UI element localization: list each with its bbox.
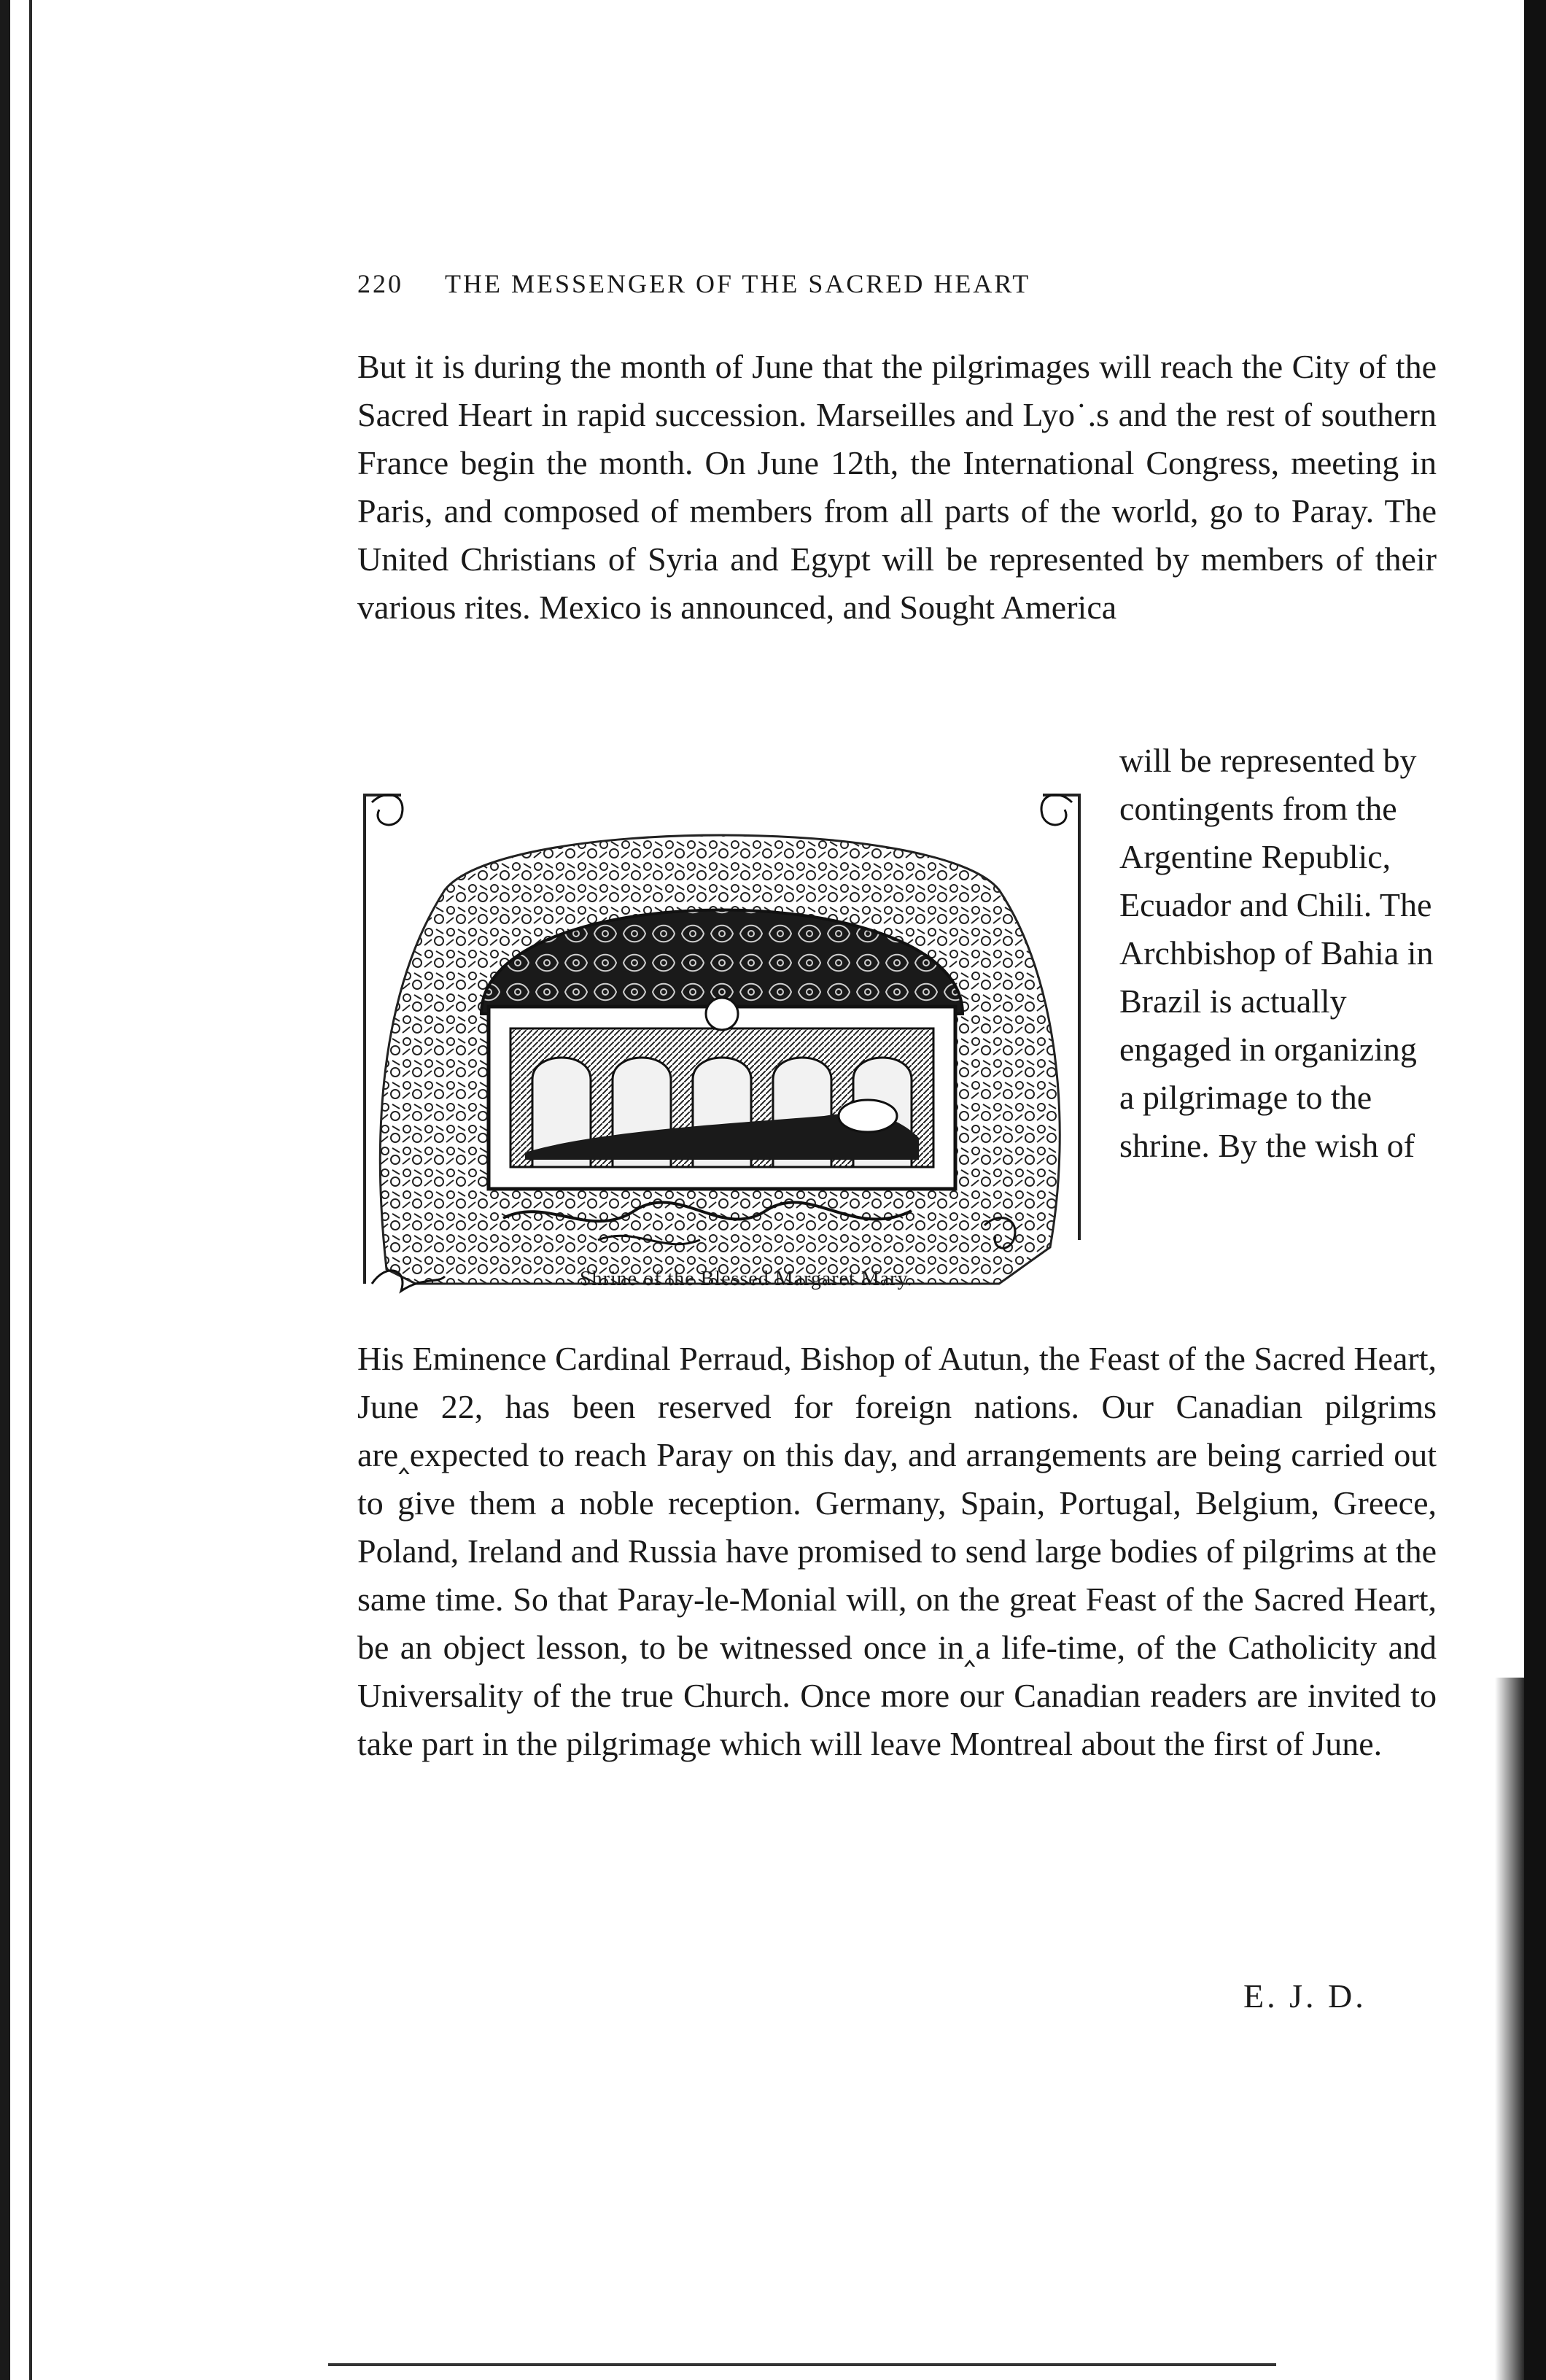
author-signature: E. J. D. bbox=[1243, 1977, 1367, 2015]
page-edge-shadow bbox=[1495, 1678, 1524, 2380]
running-head bbox=[357, 268, 1349, 299]
page-edge-left bbox=[0, 0, 10, 2380]
page-number: 220 bbox=[357, 269, 403, 298]
paragraph-2: His Eminence Cardinal Perraud, Bishop of Autun, the Feast of the Sacred Heart, June 22, has been reserved for foreign nations. Our Canadian pilgrims are‸expected to reach Paray on this day, and arrangements are being carried out to give them a noble reception. Germany, Spain, Portugal, Belgium, Greece, Poland, Ireland and Russia have promised to send large bodies of pilgrims at the same time. So that Paray-le-Monial will, on the great Feast of the Sacred Heart, be an object lesson, to be witnessed once in‸a life-time, of the Catholicity and Universality of the true Church. Once more our Canadian readers are invited to take part in the pilgrimage which will leave Montreal about the first of June. bbox=[357, 1340, 1437, 1762]
page-edge-rule bbox=[29, 0, 32, 2380]
corner-flourish-left bbox=[372, 795, 403, 825]
figure-caption: Shrine of the Blessed Margaret Mary. bbox=[580, 1268, 913, 1290]
paragraph-1: But it is during the month of June that the pilgrimages will reach the City of the Sacred Heart in rapid succession. Marseilles and Lyo˙.s and the rest of southern France begin the month. On June 12th, the International Congress, meeting in Paris, and composed of members from all parts of the world, go to Paray. The United Christians of Syria and Egypt will be represented by members of their various rites. Mexico is announced, and Sought America bbox=[357, 348, 1437, 626]
shrine-engraving bbox=[357, 773, 1087, 1306]
wrapped-side-text: will be represented by contingents from the Argentine Republic, Ecuador and Chili. The Archbishop of Bahia in Brazil is actually engaged in organizing a pilgrimage to the shrine. By the wish of bbox=[1119, 742, 1434, 1164]
shrine-illustration bbox=[357, 773, 1087, 1306]
running-head-title: THE MESSENGER OF THE SACRED HEART bbox=[445, 269, 1031, 298]
bottom-rule bbox=[328, 2363, 1276, 2366]
corner-flourish-right bbox=[1041, 795, 1072, 825]
page-edge-right bbox=[1524, 0, 1546, 2380]
